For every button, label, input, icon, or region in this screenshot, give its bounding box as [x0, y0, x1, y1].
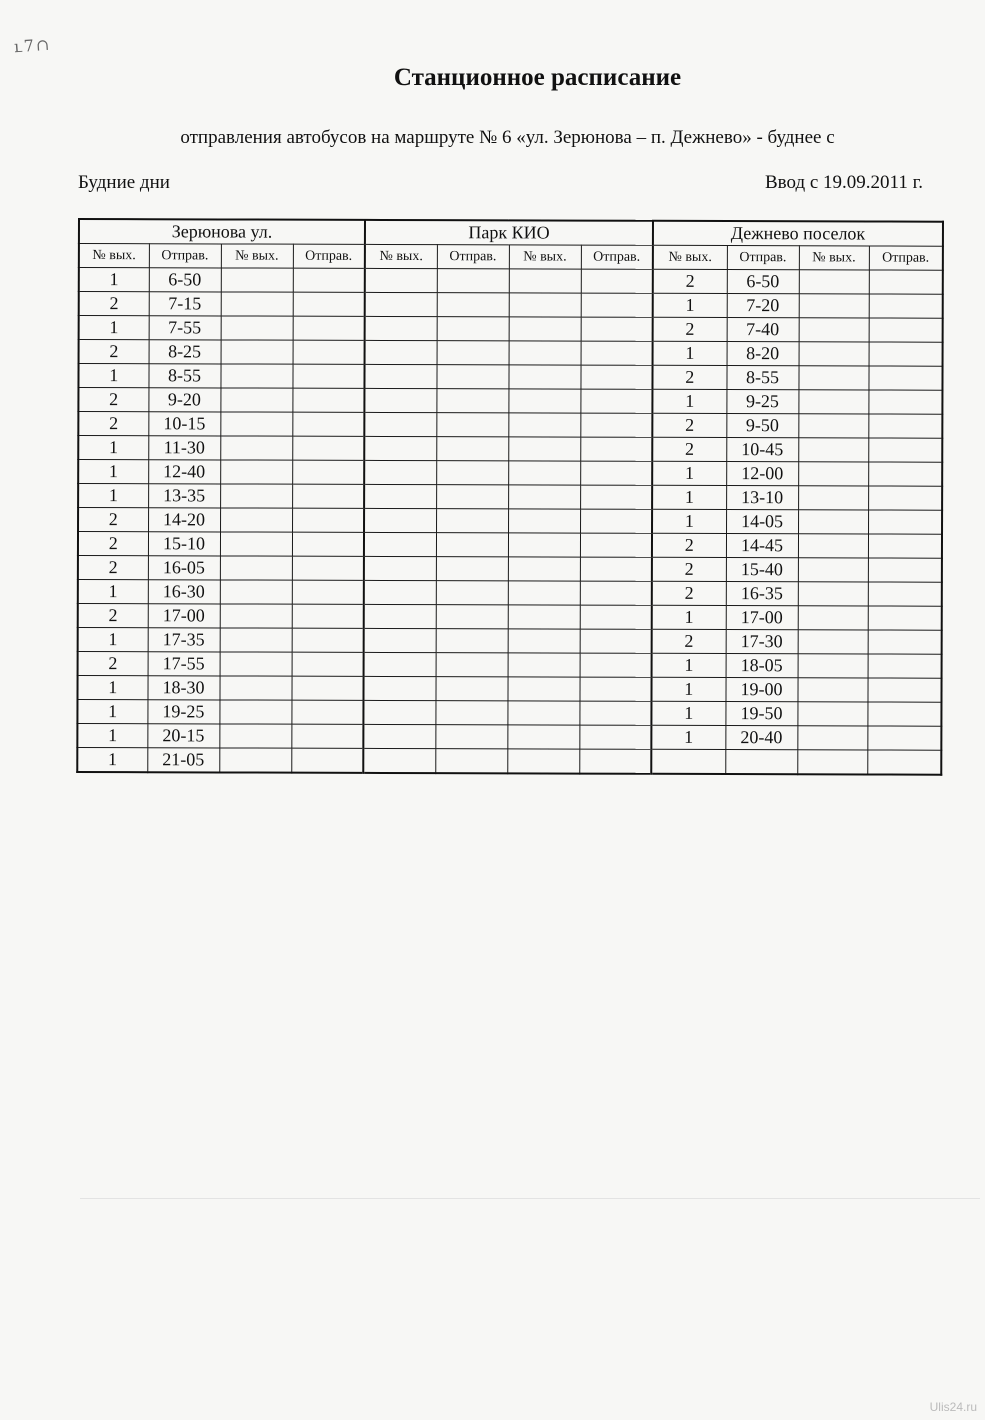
- table-cell: [580, 605, 652, 629]
- table-cell: [293, 268, 365, 292]
- column-header-departure: Отправ.: [869, 246, 943, 270]
- table-cell: [799, 270, 869, 294]
- zeryunova-exit-cell: 1: [79, 316, 149, 340]
- table-cell: [435, 749, 507, 774]
- table-cell: [581, 317, 653, 341]
- table-cell: [508, 485, 580, 509]
- column-header-exit-number: № вых.: [221, 244, 293, 268]
- table-cell: [581, 293, 653, 317]
- table-row: [79, 268, 943, 295]
- table-cell: [219, 724, 291, 748]
- column-header-exit-number: № вых.: [79, 244, 149, 268]
- table-cell: [292, 412, 364, 436]
- table-cell: [509, 341, 581, 365]
- table-cell: [220, 604, 292, 628]
- table-cell: [868, 438, 942, 462]
- table-cell: [219, 748, 291, 773]
- table-cell: [580, 653, 652, 677]
- zeryunova-exit-cell: 1: [79, 268, 149, 292]
- dezhnevo-exit-cell: 1: [651, 725, 725, 749]
- table-cell: [580, 437, 652, 461]
- table-cell: [799, 342, 869, 366]
- table-cell: [221, 292, 293, 316]
- stop-header-park-kio: Парк КИО: [365, 220, 653, 245]
- zeryunova-exit-cell: 2: [79, 292, 149, 316]
- dezhnevo-exit-cell: 2: [653, 317, 727, 341]
- table-cell: [580, 413, 652, 437]
- dezhnevo-departure-cell: 9-50: [726, 414, 798, 438]
- table-cell: [508, 389, 580, 413]
- zeryunova-departure-cell: 16-05: [148, 556, 220, 580]
- stop-header-zeryunova: Зерюнова ул.: [79, 219, 365, 244]
- dezhnevo-departure-cell: [725, 750, 797, 775]
- table-cell: [436, 557, 508, 581]
- table-cell: [292, 484, 364, 508]
- zeryunova-exit-cell: 1: [77, 748, 147, 773]
- dezhnevo-departure-cell: 16-35: [726, 582, 798, 606]
- table-cell: [292, 532, 364, 556]
- table-cell: [293, 316, 365, 340]
- zeryunova-departure-cell: 7-15: [149, 292, 221, 316]
- dezhnevo-exit-cell: 1: [652, 389, 726, 413]
- zeryunova-exit-cell: 2: [78, 652, 148, 676]
- zeryunova-departure-cell: 7-55: [149, 316, 221, 340]
- column-header-exit-number: № вых.: [799, 246, 869, 270]
- table-cell: [798, 606, 868, 630]
- zeryunova-exit-cell: 2: [78, 556, 148, 580]
- table-cell: [868, 366, 942, 390]
- table-cell: [364, 604, 436, 628]
- table-cell: [364, 436, 436, 460]
- table-cell: [798, 462, 868, 486]
- table-cell: [364, 508, 436, 532]
- table-cell: [869, 342, 943, 366]
- dezhnevo-exit-cell: 1: [652, 653, 726, 677]
- column-header-departure: Отправ.: [149, 244, 221, 268]
- table-cell: [507, 701, 579, 725]
- table-cell: [436, 677, 508, 701]
- dezhnevo-exit-cell: 1: [652, 677, 726, 701]
- table-cell: [797, 702, 867, 726]
- table-cell: [220, 364, 292, 388]
- table-cell: [363, 724, 435, 748]
- table-cell: [291, 676, 363, 700]
- table-cell: [509, 317, 581, 341]
- table-cell: [219, 676, 291, 700]
- table-row: [79, 340, 943, 367]
- table-cell: [868, 462, 942, 486]
- table-cell: [220, 508, 292, 532]
- table-cell: [221, 268, 293, 292]
- table-row: [78, 388, 942, 415]
- dezhnevo-exit-cell: 2: [653, 269, 727, 293]
- table-cell: [220, 532, 292, 556]
- table-cell: [293, 292, 365, 316]
- scan-artifact-line: [80, 1198, 980, 1199]
- stop-header-dezhnevo: Дежнево поселок: [653, 221, 943, 246]
- table-cell: [437, 317, 509, 341]
- table-row: [78, 484, 942, 511]
- table-cell: [579, 725, 651, 749]
- dezhnevo-exit-cell: 1: [653, 341, 727, 365]
- table-row: [78, 604, 942, 631]
- table-cell: [799, 318, 869, 342]
- table-cell: [221, 316, 293, 340]
- zeryunova-departure-cell: 16-30: [148, 580, 220, 604]
- table-cell: [797, 750, 867, 775]
- table-cell: [364, 364, 436, 388]
- table-cell: [292, 580, 364, 604]
- table-cell: [868, 678, 942, 702]
- zeryunova-exit-cell: 2: [79, 340, 149, 364]
- zeryunova-departure-cell: 12-40: [148, 460, 220, 484]
- table-cell: [867, 726, 941, 750]
- table-cell: [798, 390, 868, 414]
- table-cell: [365, 268, 437, 292]
- dezhnevo-exit-cell: 1: [652, 605, 726, 629]
- column-header-departure: Отправ.: [293, 244, 365, 268]
- table-cell: [364, 412, 436, 436]
- dezhnevo-departure-cell: 14-05: [726, 510, 798, 534]
- table-cell: [868, 654, 942, 678]
- table-cell: [867, 702, 941, 726]
- table-cell: [868, 390, 942, 414]
- dezhnevo-exit-cell: 2: [652, 557, 726, 581]
- table-cell: [220, 556, 292, 580]
- page-title: Станционное расписание: [393, 64, 682, 91]
- zeryunova-departure-cell: 6-50: [149, 268, 221, 292]
- table-row: [77, 700, 941, 727]
- table-cell: [580, 533, 652, 557]
- table-cell: [364, 388, 436, 412]
- column-header-row: [79, 244, 943, 271]
- table-cell: [435, 725, 507, 749]
- table-row: [78, 532, 942, 559]
- table-cell: [868, 486, 942, 510]
- table-cell: [508, 557, 580, 581]
- table-cell: [798, 534, 868, 558]
- table-cell: [798, 510, 868, 534]
- table-cell: [580, 581, 652, 605]
- table-cell: [868, 558, 942, 582]
- table-cell: [220, 436, 292, 460]
- table-cell: [507, 749, 579, 774]
- table-cell: [580, 509, 652, 533]
- table-cell: [220, 628, 292, 652]
- table-cell: [436, 581, 508, 605]
- table-cell: [508, 581, 580, 605]
- zeryunova-exit-cell: 2: [78, 532, 148, 556]
- table-cell: [869, 318, 943, 342]
- table-cell: [291, 700, 363, 724]
- table-cell: [580, 629, 652, 653]
- table-cell: [868, 606, 942, 630]
- zeryunova-departure-cell: 18-30: [147, 676, 219, 700]
- table-cell: [868, 534, 942, 558]
- zeryunova-exit-cell: 1: [78, 460, 148, 484]
- table-cell: [364, 532, 436, 556]
- dezhnevo-exit-cell: 1: [651, 701, 725, 725]
- zeryunova-departure-cell: 10-15: [148, 412, 220, 436]
- table-cell: [868, 630, 942, 654]
- table-cell: [292, 628, 364, 652]
- table-cell: [508, 629, 580, 653]
- table-row: [77, 748, 941, 775]
- table-cell: [436, 509, 508, 533]
- table-cell: [509, 293, 581, 317]
- column-header-departure: Отправ.: [437, 245, 509, 269]
- dezhnevo-departure-cell: 19-50: [725, 702, 797, 726]
- table-cell: [580, 485, 652, 509]
- zeryunova-exit-cell: 2: [78, 604, 148, 628]
- table-cell: [867, 750, 941, 775]
- table-cell: [436, 461, 508, 485]
- table-cell: [293, 340, 365, 364]
- table-cell: [221, 340, 293, 364]
- zeryunova-departure-cell: 20-15: [147, 724, 219, 748]
- table-cell: [435, 701, 507, 725]
- zeryunova-exit-cell: 2: [78, 388, 148, 412]
- zeryunova-exit-cell: 1: [77, 724, 147, 748]
- zeryunova-exit-cell: 1: [78, 628, 148, 652]
- dezhnevo-departure-cell: 7-20: [727, 294, 799, 318]
- table-cell: [437, 293, 509, 317]
- effective-date-label: Ввод с 19.09.2011 г.: [764, 172, 923, 193]
- column-header-exit-number: № вых.: [509, 245, 581, 269]
- days-label: Будние дни: [78, 172, 170, 193]
- table-cell: [363, 748, 435, 773]
- table-cell: [868, 510, 942, 534]
- table-cell: [291, 748, 363, 773]
- table-cell: [507, 725, 579, 749]
- table-cell: [436, 653, 508, 677]
- table-cell: [220, 412, 292, 436]
- table-cell: [508, 533, 580, 557]
- zeryunova-departure-cell: 17-35: [148, 628, 220, 652]
- table-cell: [868, 582, 942, 606]
- dezhnevo-departure-cell: 8-20: [727, 342, 799, 366]
- dezhnevo-departure-cell: 19-00: [726, 678, 798, 702]
- zeryunova-departure-cell: 17-00: [148, 604, 220, 628]
- zeryunova-departure-cell: 8-25: [149, 340, 221, 364]
- zeryunova-departure-cell: 9-20: [148, 388, 220, 412]
- table-cell: [508, 509, 580, 533]
- table-cell: [292, 436, 364, 460]
- table-row: [78, 652, 942, 679]
- dezhnevo-departure-cell: 10-45: [726, 438, 798, 462]
- schedule-table: [76, 218, 944, 776]
- zeryunova-exit-cell: 1: [78, 436, 148, 460]
- table-row: [78, 580, 942, 607]
- table-cell: [436, 413, 508, 437]
- zeryunova-departure-cell: 17-55: [148, 652, 220, 676]
- table-cell: [364, 628, 436, 652]
- table-cell: [508, 653, 580, 677]
- dezhnevo-departure-cell: 8-55: [726, 366, 798, 390]
- table-cell: [436, 365, 508, 389]
- dezhnevo-exit-cell: [651, 749, 725, 774]
- table-cell: [798, 366, 868, 390]
- table-cell: [797, 726, 867, 750]
- column-header-departure: Отправ.: [581, 245, 653, 269]
- table-row: [78, 508, 942, 535]
- table-row: [78, 412, 942, 439]
- dezhnevo-departure-cell: 13-10: [726, 486, 798, 510]
- table-cell: [363, 700, 435, 724]
- table-cell: [437, 341, 509, 365]
- table-cell: [508, 365, 580, 389]
- table-cell: [798, 654, 868, 678]
- dezhnevo-exit-cell: 2: [652, 629, 726, 653]
- table-cell: [364, 652, 436, 676]
- table-row: [78, 460, 942, 487]
- table-cell: [292, 652, 364, 676]
- table-cell: [364, 484, 436, 508]
- table-cell: [799, 294, 869, 318]
- table-cell: [869, 270, 943, 294]
- table-cell: [364, 580, 436, 604]
- table-cell: [436, 629, 508, 653]
- column-header-exit-number: № вых.: [653, 245, 727, 269]
- table-cell: [580, 389, 652, 413]
- dezhnevo-departure-cell: 7-40: [727, 318, 799, 342]
- table-row: [78, 364, 942, 391]
- handwritten-scribble: ւ7∩: [13, 34, 52, 57]
- table-cell: [798, 486, 868, 510]
- column-header-departure: Отправ.: [727, 246, 799, 270]
- table-cell: [798, 438, 868, 462]
- table-cell: [220, 580, 292, 604]
- table-cell: [220, 484, 292, 508]
- table-cell: [292, 364, 364, 388]
- table-cell: [581, 341, 653, 365]
- table-cell: [579, 749, 651, 774]
- table-cell: [508, 437, 580, 461]
- table-cell: [580, 461, 652, 485]
- dezhnevo-departure-cell: 17-30: [726, 630, 798, 654]
- table-cell: [219, 700, 291, 724]
- table-row: [78, 628, 942, 655]
- zeryunova-departure-cell: 15-10: [148, 532, 220, 556]
- table-cell: [798, 582, 868, 606]
- table-cell: [364, 676, 436, 700]
- schedule-body: [77, 268, 943, 775]
- table-cell: [291, 724, 363, 748]
- dezhnevo-exit-cell: 2: [652, 533, 726, 557]
- table-cell: [508, 461, 580, 485]
- table-cell: [220, 652, 292, 676]
- zeryunova-exit-cell: 2: [78, 508, 148, 532]
- table-cell: [220, 460, 292, 484]
- page-subtitle: отправления автобусов на маршруте № 6 «ул. Зерюнова – п. Дежнево» - буднее с: [180, 127, 835, 148]
- table-cell: [580, 677, 652, 701]
- table-cell: [220, 388, 292, 412]
- table-cell: [436, 389, 508, 413]
- zeryunova-departure-cell: 8-55: [148, 364, 220, 388]
- dezhnevo-exit-cell: 2: [652, 581, 726, 605]
- dezhnevo-exit-cell: 1: [653, 293, 727, 317]
- dezhnevo-departure-cell: 6-50: [727, 270, 799, 294]
- table-row: [78, 556, 942, 583]
- table-cell: [581, 269, 653, 293]
- dezhnevo-departure-cell: 14-45: [726, 534, 798, 558]
- table-cell: [869, 294, 943, 318]
- table-cell: [436, 533, 508, 557]
- zeryunova-exit-cell: 1: [78, 580, 148, 604]
- zeryunova-exit-cell: 1: [78, 364, 148, 388]
- table-cell: [364, 460, 436, 484]
- table-row: [79, 292, 943, 319]
- table-cell: [798, 558, 868, 582]
- zeryunova-departure-cell: 11-30: [148, 436, 220, 460]
- dezhnevo-exit-cell: 2: [652, 437, 726, 461]
- table-cell: [798, 414, 868, 438]
- dezhnevo-departure-cell: 9-25: [726, 390, 798, 414]
- table-cell: [509, 269, 581, 293]
- dezhnevo-departure-cell: 18-05: [726, 654, 798, 678]
- table-cell: [436, 605, 508, 629]
- dezhnevo-departure-cell: 12-00: [726, 462, 798, 486]
- dezhnevo-departure-cell: 17-00: [726, 606, 798, 630]
- zeryunova-exit-cell: 1: [77, 676, 147, 700]
- dezhnevo-exit-cell: 2: [652, 365, 726, 389]
- table-cell: [436, 485, 508, 509]
- table-cell: [292, 460, 364, 484]
- table-cell: [579, 701, 651, 725]
- zeryunova-departure-cell: 14-20: [148, 508, 220, 532]
- table-cell: [365, 316, 437, 340]
- table-row: [77, 724, 941, 751]
- table-cell: [508, 605, 580, 629]
- table-row: [78, 436, 942, 463]
- dezhnevo-exit-cell: 1: [652, 485, 726, 509]
- table-cell: [580, 557, 652, 581]
- zeryunova-exit-cell: 2: [78, 412, 148, 436]
- table-cell: [798, 630, 868, 654]
- table-cell: [868, 414, 942, 438]
- table-cell: [436, 437, 508, 461]
- table-cell: [292, 508, 364, 532]
- table-cell: [798, 678, 868, 702]
- table-cell: [580, 365, 652, 389]
- table-cell: [292, 604, 364, 628]
- zeryunova-departure-cell: 13-35: [148, 484, 220, 508]
- table-row: [79, 316, 943, 343]
- dezhnevo-departure-cell: 15-40: [726, 558, 798, 582]
- column-header-exit-number: № вых.: [365, 244, 437, 268]
- dezhnevo-exit-cell: 2: [652, 413, 726, 437]
- table-cell: [365, 340, 437, 364]
- zeryunova-departure-cell: 19-25: [147, 700, 219, 724]
- dezhnevo-exit-cell: 1: [652, 509, 726, 533]
- zeryunova-exit-cell: 1: [77, 700, 147, 724]
- table-cell: [508, 677, 580, 701]
- table-row: [77, 676, 941, 703]
- table-cell: [292, 388, 364, 412]
- dezhnevo-exit-cell: 1: [652, 461, 726, 485]
- table-cell: [508, 413, 580, 437]
- table-cell: [292, 556, 364, 580]
- watermark: Ulis24.ru: [929, 1400, 977, 1414]
- table-cell: [365, 292, 437, 316]
- zeryunova-exit-cell: 1: [78, 484, 148, 508]
- dezhnevo-departure-cell: 20-40: [725, 726, 797, 750]
- zeryunova-departure-cell: 21-05: [147, 748, 219, 773]
- table-cell: [437, 269, 509, 293]
- table-cell: [364, 556, 436, 580]
